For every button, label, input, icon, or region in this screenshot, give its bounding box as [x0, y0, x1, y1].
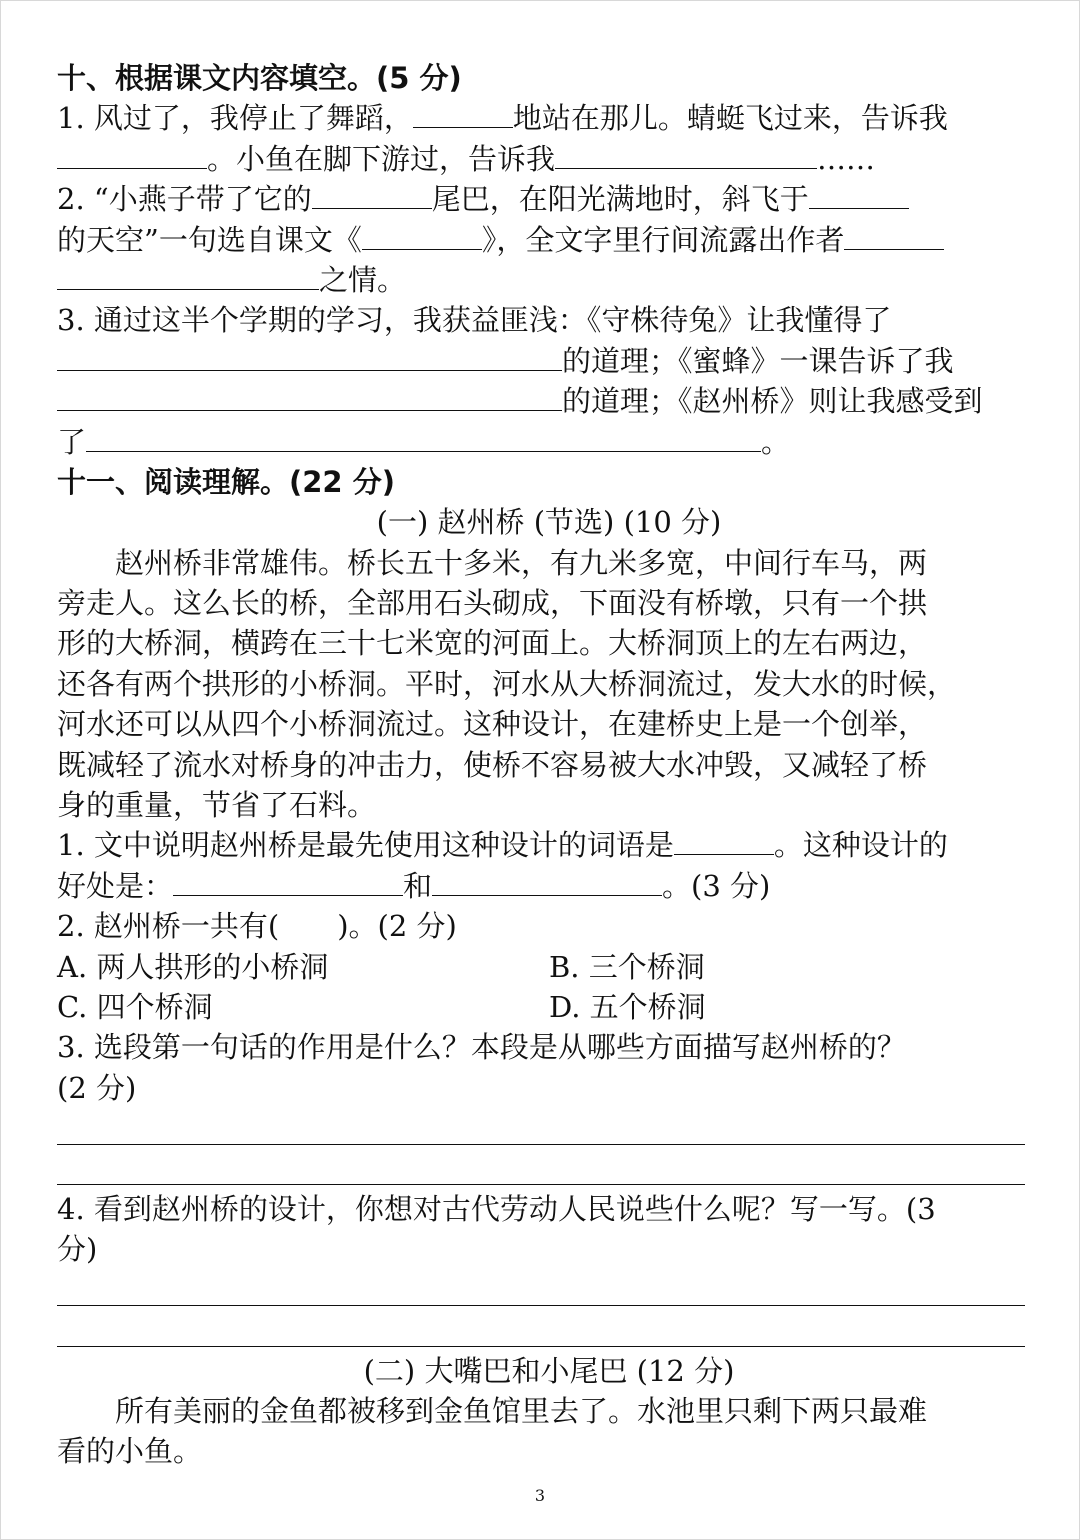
answer-blank[interactable]: [413, 101, 513, 128]
section-11-title: 十一、阅读理解。(22 分): [57, 464, 395, 499]
worksheet-page: [57, 58, 1041, 1472]
answer-blank[interactable]: [844, 223, 944, 250]
passage-line: 形的大桥洞，横跨在三十七米宽的河面上。大桥洞顶上的左右两边，: [57, 626, 928, 661]
answer-line[interactable]: [57, 1270, 1041, 1310]
option-d[interactable]: D. 五个桥洞: [549, 989, 706, 1024]
p1-q4-line2: 分): [57, 1232, 98, 1267]
passage-line: 既减轻了流水对桥身的冲击力，使桥不容易被大水冲毁，又减轻了桥: [57, 747, 928, 782]
answer-blank[interactable]: [555, 142, 817, 169]
answer-blank[interactable]: [57, 142, 207, 169]
answer-blank[interactable]: [57, 384, 562, 411]
s10-q2-line1: 2. “小燕子带了它的 尾巴，在阳光满地时，斜飞于: [57, 179, 1041, 219]
answer-blank[interactable]: [57, 263, 319, 290]
p1-q3-line2: (2 分): [57, 1070, 137, 1105]
answer-blank[interactable]: [674, 828, 774, 855]
s10-q3-line2: 的道理；《蜜蜂》一课告诉了我: [57, 341, 1041, 381]
answer-blank[interactable]: [173, 869, 403, 896]
answer-line[interactable]: [57, 1310, 1041, 1350]
s10-q2-line3: 之情。: [57, 260, 1041, 300]
s10-q3-line4: 了 。: [57, 424, 791, 459]
answer-blank[interactable]: [809, 182, 909, 209]
part2-title: (二) 大嘴巴和小尾巴 (12 分): [363, 1353, 735, 1388]
p1-q2-options-row2: [57, 987, 1041, 1027]
s10-q1-line1: 1. 风过了，我停止了舞蹈， 地站在那儿。蜻蜓飞过来，告诉我: [57, 101, 948, 136]
part2-passage: [57, 1391, 1041, 1472]
p1-q3-line1: 3. 选段第一句话的作用是什么？本段是从哪些方面描写赵州桥的？: [57, 1030, 906, 1065]
answer-blank[interactable]: [362, 223, 482, 250]
answer-blank[interactable]: [432, 869, 662, 896]
answer-blank[interactable]: [312, 182, 432, 209]
p1-q1-line2: 好处是： 和 。(3 分): [57, 868, 771, 903]
p1-q2-stem: 2. 赵州桥一共有( )。(2 分): [57, 909, 457, 944]
part1-title: (一) 赵州桥 (节选) (10 分): [376, 505, 722, 540]
section-10-title: 十、根据课文内容填空。(5 分): [57, 61, 462, 95]
option-a[interactable]: A. 两人拱形的小桥洞: [57, 949, 329, 984]
passage-line: 旁走人。这么长的桥，全部用石头砌成，下面没有桥墩，只有一个拱: [57, 586, 928, 621]
answer-blank[interactable]: [57, 344, 562, 371]
passage-line: 还各有两个拱形的小桥洞。平时，河水从大桥洞流过，发大水的时候，: [57, 666, 957, 701]
p1-q1-line1: 1. 文中说明赵州桥是最先使用这种设计的词语是 。这种设计的: [57, 828, 948, 863]
p1-q4-line1: 4. 看到赵州桥的设计，你想对古代劳动人民说些什么呢？写一写。(3: [57, 1191, 936, 1226]
page-number: 3: [534, 1486, 546, 1505]
answer-line[interactable]: [57, 1149, 1041, 1189]
s10-q1-line2: 。小鱼在脚下游过，告诉我 ……: [57, 139, 1041, 179]
s10-q3-line1: 3. 通过这半个学期的学习，我获益匪浅：《守株待兔》让我懂得了: [57, 303, 892, 338]
part1-passage: [57, 543, 1041, 826]
option-b[interactable]: B. 三个桥洞: [549, 949, 705, 984]
passage-line: 身的重量，节省了石料。: [57, 788, 377, 823]
passage-line: 看的小鱼。: [57, 1434, 203, 1469]
s10-q2-line2: 的天空”一句选自课文《 》，全文字里行间流露出作者: [57, 220, 1041, 260]
passage-line: 河水还可以从四个小桥洞流过。这种设计，在建桥史上是一个创举，: [57, 707, 928, 742]
option-c[interactable]: C. 四个桥洞: [57, 989, 213, 1024]
passage-line: 所有美丽的金鱼都被移到金鱼馆里去了。水池里只剩下两只最难: [115, 1393, 928, 1428]
s10-q3-line3: 的道理；《赵州桥》则让我感受到: [57, 381, 1041, 421]
answer-line[interactable]: [57, 1108, 1041, 1148]
p1-q2-options-row1: [57, 947, 1041, 987]
answer-blank[interactable]: [86, 425, 761, 452]
passage-line: 赵州桥非常雄伟。桥长五十多米，有九米多宽，中间行车马，两: [115, 545, 928, 580]
